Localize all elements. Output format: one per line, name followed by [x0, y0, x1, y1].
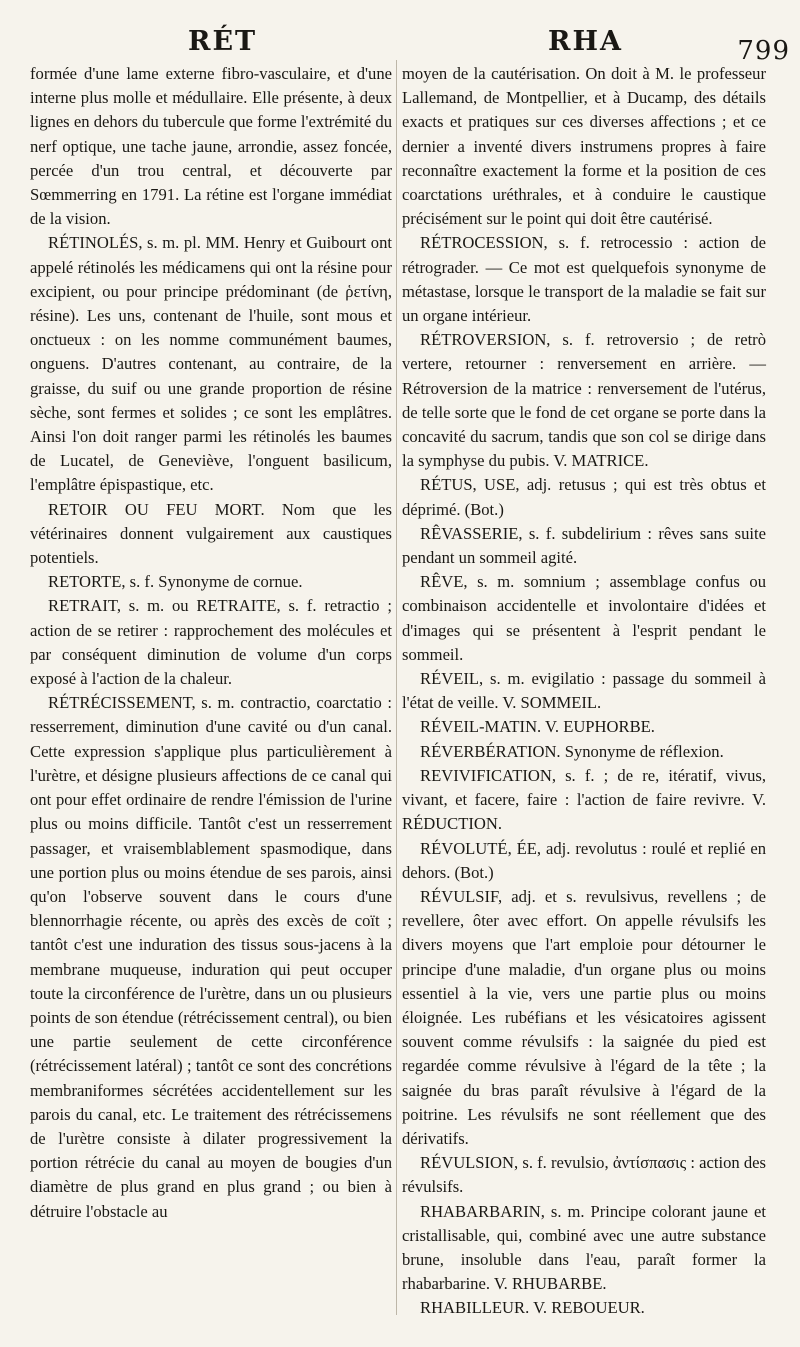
entry-revulsif: RÉVULSIF, adj. et s. revulsivus, revellens ; de revellere, ôter avec effort. On appelle révulsifs les divers moyens que l'art emploie pour détourner le principe d'une maladie, d'un organe plus ou moins essentiel à la vie, vers une partie plus ou moins éloignée. Les rubéfians et les vésicatoires agissent souvent comme révulsifs : la saignée du pied est regardée comme révulsive à l'égard de la tête ; la saignée du bras paraît révulsive à l'égard de la poitrine. Les révulsifs ne sont réellement que des dérivatifs. — [402, 886, 766, 1148]
page-number: 799 — [737, 36, 790, 66]
entry-revivification: REVIVIFICATION, s. f. ; de re, itératif, vivus, vivant, et facere, faire : l'action de faire revivre. V. RÉDUCTION. — [402, 765, 766, 834]
entry-retus: RÉTUS, USE, adj. retusus ; qui est très obtus et déprimé. (Bot.) — [402, 475, 766, 519]
column-divider — [396, 60, 397, 1315]
entry-rhabarbarin: RHABARBARIN, s. m. Principe colorant jaune et cristallisable, qui, combiné avec une autre substance brune, insoluble dans l'eau, paraît former la rhabarbarine. V. RHUBARBE. — [402, 1201, 766, 1294]
entry-revulsion: RÉVULSION, s. f. revulsio, ἀντίσπασις : action des révulsifs. — [402, 1153, 766, 1197]
entry-retoir: RETOIR OU FEU MORT. Nom que les vétérinaires donnent vulgairement aux caustiques potentiels. — [30, 499, 392, 568]
running-head-right: RHA — [548, 26, 623, 57]
entry-retrocession: RÉTROCESSION, s. f. retrocessio : action de rétrograder. — Ce mot est quelquefois synonyme de métastase, lorsque le transport de la maladie se fait sur un organe intérieur. — [402, 233, 766, 326]
entry-rhabilleur: RHABILLEUR. V. REBOUEUR. — [420, 1298, 645, 1318]
entry-reveil-matin: RÉVEIL-MATIN. V. EUPHORBE. — [420, 717, 655, 737]
entry-retroversion: RÉTROVERSION, s. f. retroversio ; de retrò vertere, retourner : renversement en arrière. — Rétroversion de la matrice : renversement de l'utérus, de telle sorte que le fond de cet organe se porte dans la concavité du sacrum, tandis que son col se dirige dans la symphyse du pubis. V. MATRICE. — [402, 330, 766, 471]
entry-retrecissement-continued: moyen de la cautérisation. On doit à M. le professeur Lallemand, de Montpellier, et à Ducamp, des détails exacts et pratiques sur ces diverses affections ; et ce dernier a inventé divers instrumens propres à faire reconnaître exactement la forme et la position de ces coarctations uréthrales, et à conduire le caustique précisément sur le point qui doit être cautérisé. — [402, 64, 766, 229]
entry-retorte: RETORTE, s. f. Synonyme de cornue. — [48, 572, 303, 592]
entry-reverberation: RÉVERBÉRATION. Synonyme de réflexion. — [420, 741, 724, 761]
left-column — [30, 62, 392, 1224]
entry-reveil: RÉVEIL, s. m. evigilatio : passage du sommeil à l'état de veille. V. SOMMEIL. — [402, 669, 766, 713]
entry-retinoles: RÉTINOLÉS, s. m. pl. MM. Henry et Guibourt ont appelé rétinolés les médicamens qui ont la résine pour excipient, ou pour principe prédominant (de ῥετίνη, résine). Les uns, contenant de l'huile, sont mous et onctueux : on les nomme communément baumes, onguens. D'autres contenant, au contraire, de la graisse, du suif ou une grande proportion de résine sèche, sont fermes et solides ; ce sont les emplâtres. Ainsi l'on doit ranger parmi les rétinolés les baumes de Lucatel, de Geneviève, l'onguent basilicum, l'emplâtre épispastique, etc. — [30, 233, 392, 495]
entry-retrecissement: RÉTRÉCISSEMENT, s. m. contractio, coarctatio : resserrement, diminution d'une cavité ou d'un canal. Cette expression s'applique plus particulièrement à l'urètre, et désigne plusieurs affections de ce canal qui ont pour effet ordinaire de rendre l'émission de l'urine plus ou moins difficile. Tantôt c'est un resserrement passager, et vraisemblablement spasmodique, dans une portion plus ou moins étendue de ses parois, ainsi qu'on l'observe souvent dans le cours d'une blennorrhagie récente, ou après des excès de coït ; tantôt c'est une induration des tissus sous-jacens à la membrane muqueuse, induration qui peut occuper toute la circonférence de l'urètre, dans un ou plusieurs points de son étendue (rétrécissement central), ou bien une partie seulement de cette circonférence (rétrécissement latéral) ; tantôt ce sont des concrétions membraniformes sécrétées accidentellement sur les parois du canal, etc. Le traitement des rétrécissemens de l'urètre consiste à dilater progressivement la portion rétrécie du canal au moyen de bougies d'un diamètre de plus grand en plus grand ; ou bien à détruire l'obstacle au — [30, 693, 392, 1221]
entry-retrait: RETRAIT, s. m. ou RETRAITE, s. f. retractio ; action de se retirer : rapprochement des molécules et par conséquent diminution de volume d'un corps exposé à l'action de la chaleur. — [30, 596, 392, 689]
running-head-left: RÉT — [188, 26, 258, 57]
entry-revasserie: RÊVASSERIE, s. f. subdelirium : rêves sans suite pendant un sommeil agité. — [402, 523, 766, 568]
right-column — [402, 62, 766, 1321]
entry-retine-continued: formée d'une lame externe fibro-vasculaire, et d'une interne plus molle et médullaire. Elle présente, à deux lignes en dehors du tubercule que forme l'extrémité du nerf optique, une tache jaune, arrondie, assez foncée, percée d'un trou central, et découverte par Sœmmerring en 1791. La rétine est l'organe immédiat de la vision. — [30, 64, 392, 229]
entry-revolute: RÉVOLUTÉ, ÉE, adj. revolutus : roulé et replié en dehors. (Bot.) — [402, 838, 766, 882]
entry-reve: RÊVE, s. m. somnium ; assemblage confus ou combinaison accidentelle et involontaire d'idées et d'images qui se présentent à l'esprit pendant le sommeil. — [402, 572, 766, 664]
